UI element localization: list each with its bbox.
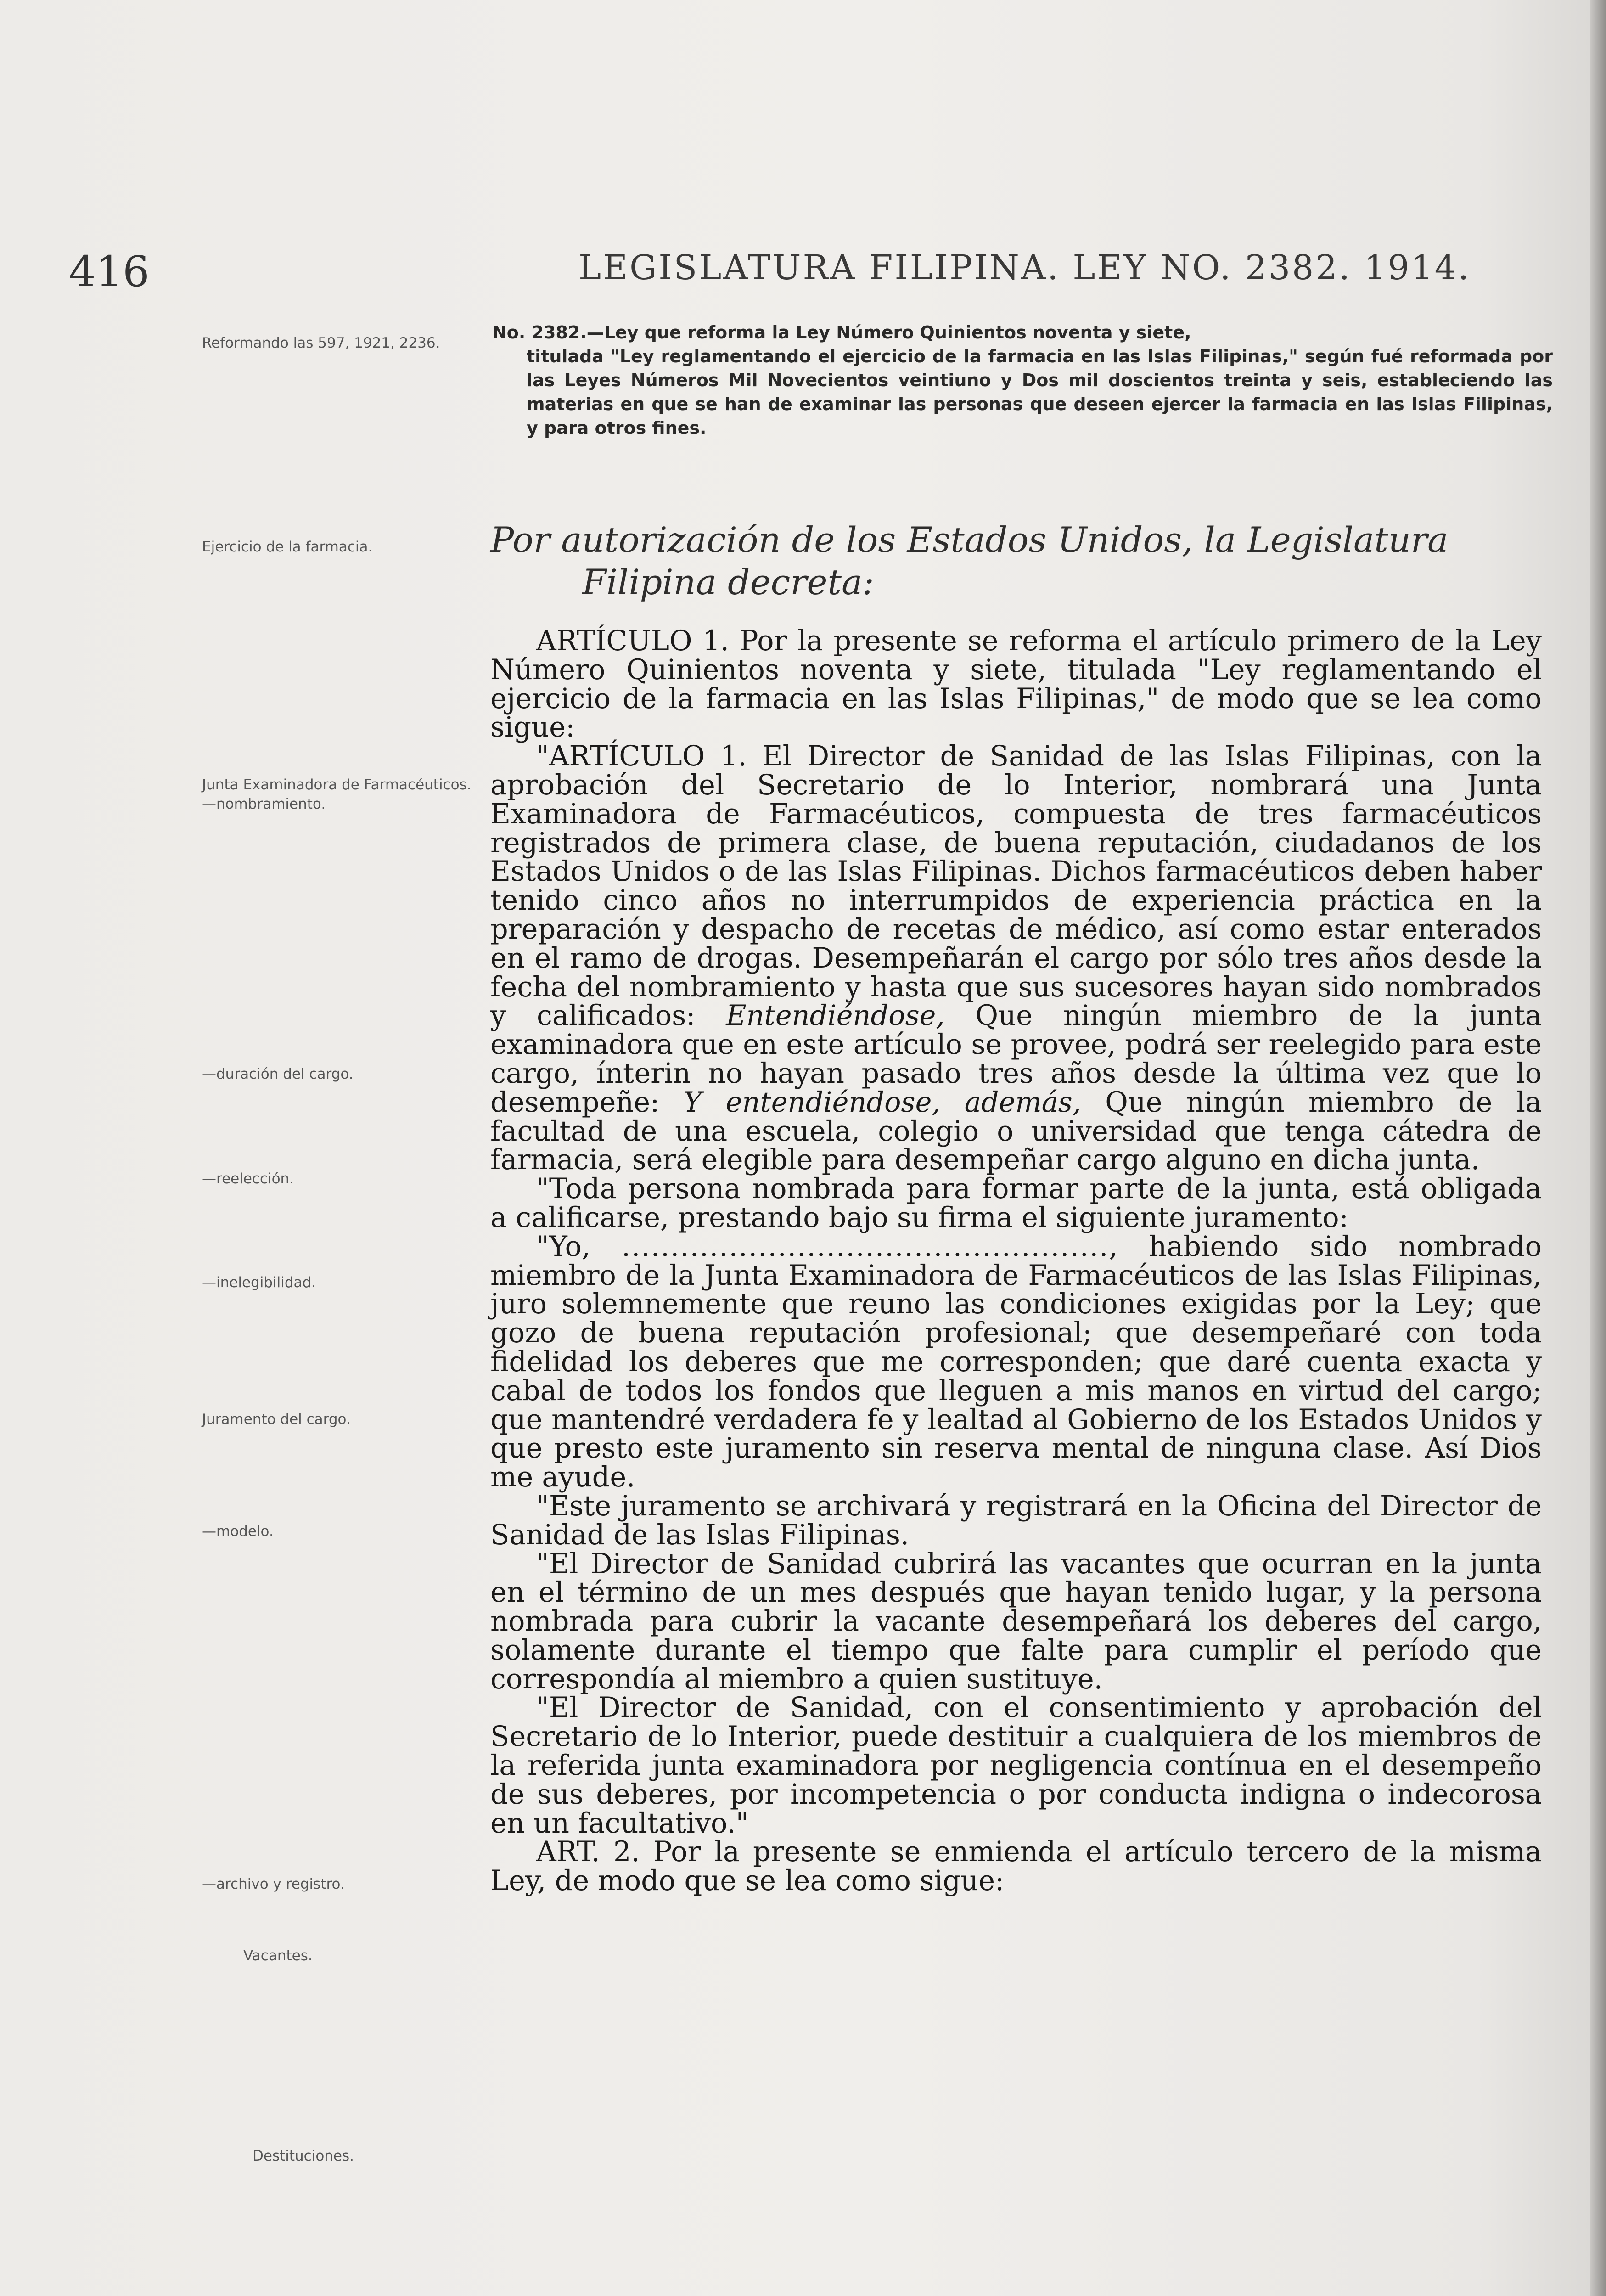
page-number: 416 [69, 247, 150, 296]
margin-note-vacantes: Vacantes. [243, 1947, 313, 1964]
vacantes-paragraph: "El Director de Sanidad cubrirá las vacantes que ocurran en la junta en el término de un mes después que hayan tenido lugar, y la persona nombrada para cubrir la vacante desempeñará los deberes del cargo, solamente durante el tiempo que falte para cumplir el período que correspondía al miembro a quien sustituye. [490, 1548, 1542, 1695]
margin-note-duracion: —duración del cargo. [202, 1066, 354, 1082]
enacting-clause [490, 519, 1546, 603]
oath-blank-dots: .................................................. [621, 1230, 1109, 1263]
page-edge-shadow [1590, 0, 1606, 2296]
margin-note-reformando: Reformando las 597, 1921, 2236. [202, 335, 440, 351]
margin-note-modelo: —modelo. [202, 1523, 274, 1540]
running-head: LEGISLATURA FILIPINA. LEY NO. 2382. 1914. [578, 248, 1471, 287]
margin-note-inelegibilidad: —inelegibilidad. [202, 1274, 316, 1291]
article-2-label: ART. 2. [536, 1836, 640, 1868]
article-2-text: Por la presente se enmienda el artículo tercero de la misma Ley, de modo que se lea como sigue: [490, 1836, 1542, 1897]
law-body [490, 627, 1542, 1896]
oath-start: "Yo, [536, 1230, 591, 1263]
juramento-paragraph: "Toda persona nombrada para formar parte de la junta, está obligada a calificarse, prestando bajo su firma el siguiente juramento: [490, 1173, 1542, 1234]
proviso-1-text: Que ningún miembro de la junta examinadora que en este artículo se provee, podrá ser reelegido para este cargo, ínterin no hayan pasado tres años desde la última vez que lo desempeñe: [490, 1000, 1542, 1119]
margin-note-juramento: Juramento del cargo. [202, 1411, 351, 1428]
margin-note-reeleccion: —reelección. [202, 1171, 294, 1187]
proviso-2-text: Que ningún miembro de la facultad de una escuela, colegio o universidad que tenga cátedra de farmacia, será elegible para desempeñar cargo alguno en dicha junta. [490, 1086, 1542, 1176]
article-2-paragraph [490, 1838, 1542, 1896]
margin-note-archivo: —archivo y registro. [202, 1876, 345, 1892]
quoted-article-1-label: "ARTÍCULO 1. [536, 740, 747, 773]
law-summary [492, 321, 1553, 440]
law-summary-rest: titulada "Ley reglamentando el ejercicio de la farmacia en las Islas Filipinas," según fué reformada por las Leyes Números Mil Novecientos veintiuno y Dos mil doscientos treinta y seis, estableciendo las materias en que se han de examinar las personas que deseen ejercer la farmacia en las Islas Filipinas, y para otros fines. [527, 346, 1553, 438]
junta-paragraph-text: El Director de Sanidad de las Islas Filipinas, con la aprobación del Secretario de lo Interior, nombrará una Junta Examinadora de Farmacéuticos, compuesta de tres farmacéuticos registrados de primera clase, de buena reputación, ciudadanos de los Estados Unidos o de las Islas Filipinas. Dichos farmacéuticos deben haber tenido cinco años no interrumpidos de experiencia práctica en la preparación y despacho de recetas de médico, así como estar enterados en el ramo de drogas. Desempeñarán el cargo por sólo tres años desde la fecha del nombramiento y hasta que sus sucesores hayan sido nombrados y calificados: [490, 740, 1542, 1032]
destitucion-paragraph: "El Director de Sanidad, con el consentimiento y aprobación del Secretario de lo Interior, puede destituir a cualquiera de los miembros de la referida junta examinadora por negligencia contínua en el desempeño de sus deberes, por incompetencia o por conducta indigna o indecorosa en un facultativo." [490, 1692, 1542, 1840]
law-summary-line1: No. 2382.—Ley que reforma la Ley Número Quinientos noventa y siete, [492, 322, 1191, 343]
article-1-label: ARTÍCULO 1. [536, 625, 730, 657]
article-1-text: Por la presente se reforma el artículo primero de la Ley Número Quinientos noventa y siete, titulada "Ley reglamentando el ejercicio de la farmacia en las Islas Filipinas," de modo que se lea como sigue: [490, 625, 1542, 744]
margin-note-ejercicio: Ejercicio de la farmacia. [202, 539, 373, 555]
margin-note-destituciones: Destituciones. [253, 2148, 354, 2164]
proviso-1-italic: Entendiéndose, [726, 1000, 945, 1032]
proviso-2-italic: Y entendiéndose, además, [683, 1086, 1082, 1119]
oath-paragraph [490, 1232, 1542, 1492]
article-1-paragraph [490, 627, 1542, 742]
margin-note-junta: Junta Examinadora de Farmacéuticos. —nombramiento. [202, 777, 472, 812]
oath-text: , habiendo sido nombrado miembro de la Junta Examinadora de Farmacéuticos de las Islas Filipinas, juro solemnemente que reuno las condiciones exigidas por la Ley; que gozo de buena reputación profesional; que desempeñaré con toda fidelidad los deberes que me corresponden; que daré cuenta exacta y cabal de todos los fondos que lleguen a mis manos en virtud del cargo; que mantendré verdadera fe y lealtad al Gobierno de los Estados Unidos y que presto este juramento sin reserva mental de ninguna clase. Así Dios me ayude. [490, 1230, 1542, 1494]
enacting-clause-line1: Por autorización de los Estados Unidos, la Legislatura [490, 519, 1449, 560]
quoted-article-1-paragraph [490, 742, 1542, 1175]
archivo-paragraph: "Este juramento se archivará y registrará en la Oficina del Director de Sanidad de las Islas Filipinas. [490, 1490, 1542, 1551]
enacting-clause-line2: Filipina decreta: [582, 562, 874, 602]
